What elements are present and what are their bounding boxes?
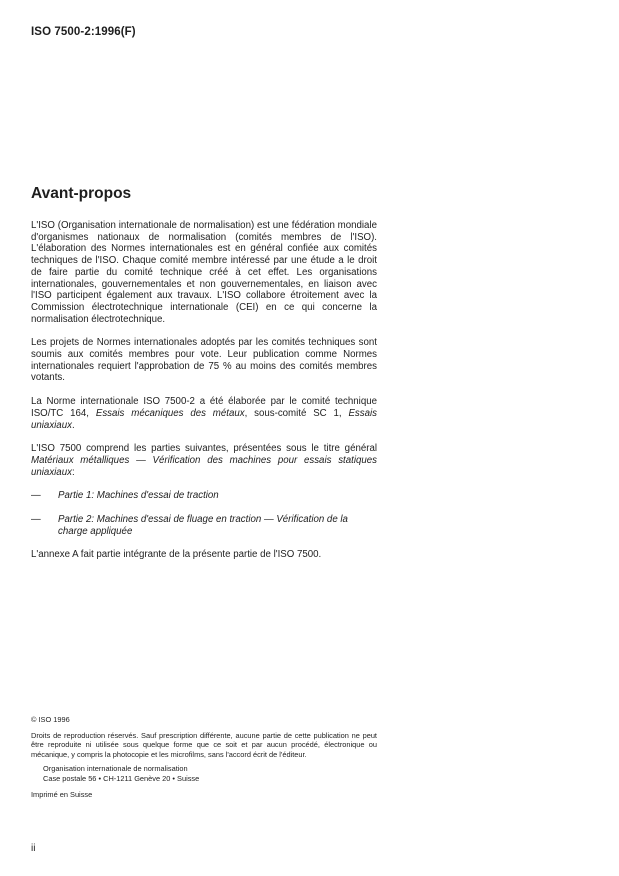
organization-name: Organisation internationale de normalisation — [43, 764, 188, 774]
paragraph-annex: L'annexe A fait partie intégrante de la présente partie de l'ISO 7500. — [31, 549, 322, 561]
general-title: Matériaux métalliques — Vérification des machines pour essais statiques uniaxiaux — [31, 454, 377, 478]
parts-intro-text: L'ISO 7500 comprend les parties suivantes, présentées sous le titre général — [31, 443, 377, 455]
part-2-title: Partie 2: Machines d'essai de fluage en traction — Vérification de la charge appliquée — [58, 514, 348, 537]
paragraph-iso-intro: L'ISO (Organisation internationale de normalisation) est une fédération mondiale d'organismes nationaux de normalisation (comités membres de l'ISO). L'élaboration des Normes internationales est en général confiée aux comités techniques de l'ISO. Chaque comité membre intéressé par une étude a le droit de faire partie du comité technique créé à cet effet. Les organisations internationales, gouvernementales et non gouvernementales, en liaison avec l'ISO participent également aux travaux. L'ISO collabore étroitement avec la Commission électrotechnique internationale (CEI) en ce qui concerne la normalisation électrotechnique. — [31, 220, 377, 325]
list-item — [31, 490, 377, 502]
list-item — [31, 514, 377, 537]
subcommittee-title: Essais uniaxiaux — [31, 407, 378, 431]
paragraph-committee — [31, 396, 377, 431]
foreword-body — [31, 220, 377, 573]
page-title: Avant-propos — [31, 185, 132, 202]
paragraph-parts-intro — [31, 443, 377, 478]
parts-list — [31, 490, 377, 537]
committee-text-a: La Norme internationale ISO 7500-2 a été élaborée par le comité technique ISO/TC 164, — [31, 396, 377, 419]
postal-address: Case postale 56 • CH-1211 Genève 20 • Suisse — [43, 773, 200, 783]
paragraph-drafts-voting: Les projets de Normes internationales adoptés par les comités techniques sont soumis aux comités membres pour vote. Leur publication comme Normes internationales requiert l'approbation de 75 % au moins des comités membres votants. — [31, 337, 377, 384]
part-1-title: Partie 1: Machines d'essai de traction — [58, 490, 219, 502]
list-dash: — — [31, 514, 41, 526]
committee-text-b: , sous-comité SC 1, — [244, 407, 349, 419]
list-dash: — — [31, 490, 41, 502]
copyright-footer — [31, 715, 377, 799]
printed-in: Imprimé en Suisse — [31, 789, 93, 799]
copyright-notice: © ISO 1996 — [31, 715, 70, 724]
document-id-header: ISO 7500-2:1996(F) — [31, 26, 136, 38]
parts-intro-end: : — [71, 466, 75, 478]
page-number: ii — [31, 843, 36, 854]
committee-title: Essais mécaniques des métaux — [95, 407, 245, 419]
organization-address — [43, 764, 377, 783]
committee-text-end: . — [71, 419, 75, 431]
rights-statement: Droits de reproduction réservés. Sauf prescription différente, aucune partie de cette publication ne peut être reproduite ni utilisée sous quelque forme que ce soit et par aucun procédé, électronique ou mécanique, y compris la photocopie et les microfilms, sans l'accord écrit de l'éditeur. — [31, 730, 377, 759]
